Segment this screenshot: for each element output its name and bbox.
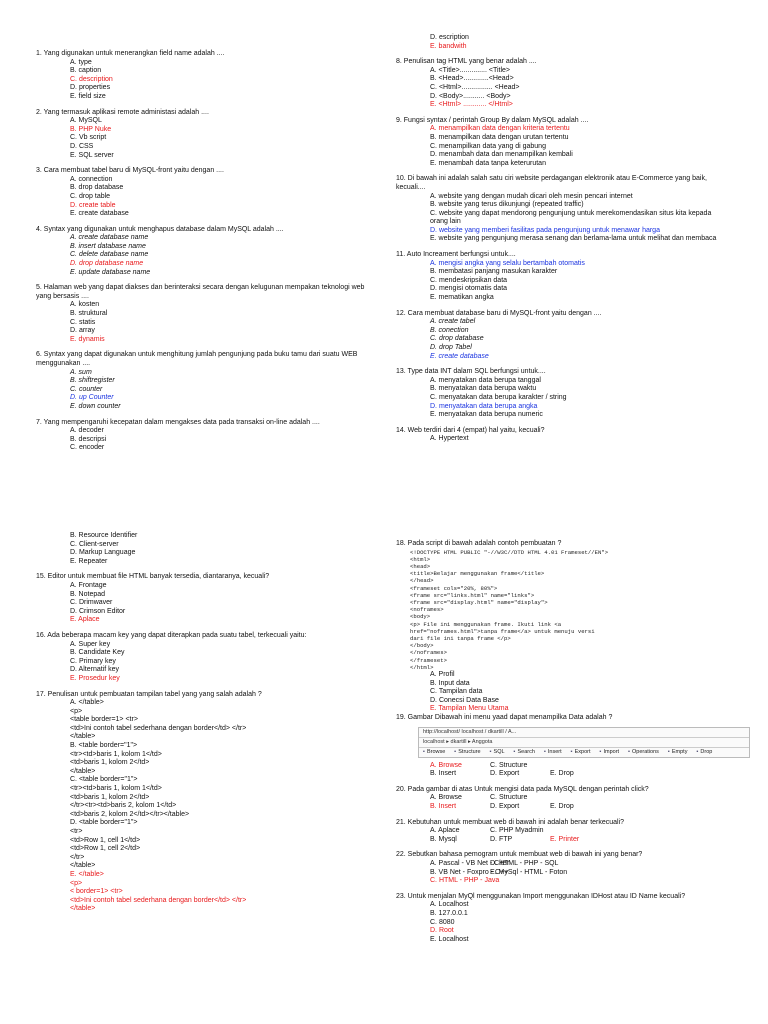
question: [396, 117, 726, 169]
answer-options: [396, 318, 726, 361]
answer-option: C. Structure: [490, 794, 528, 802]
answer-option: B. Mysql: [430, 835, 457, 843]
answer-options: [36, 641, 376, 684]
answer-option: B. drop database: [70, 184, 124, 192]
answer-options: [36, 59, 376, 102]
answer-option: E. MySql - HTML - Foton: [490, 868, 568, 876]
answer-option: [550, 869, 610, 878]
tab-insert: ▪ Insert: [544, 748, 562, 757]
answer-option: <td>baris 2, kolom 2</td></tr></table>: [70, 810, 190, 818]
question: [396, 851, 736, 885]
answer-option: E. bandwith: [430, 42, 467, 50]
answer-option: E. Repeater: [70, 557, 108, 565]
answer-option: <td>baris 1, kolom 2</td>: [70, 759, 150, 767]
tab-sql: ▪ SQL: [490, 748, 505, 757]
question: [36, 109, 376, 161]
answer-option: D. Root: [430, 927, 454, 935]
question: [36, 419, 376, 453]
answer-option: B. <table border="1">: [70, 742, 138, 750]
question: [36, 226, 376, 278]
answer-option: </table>: [70, 767, 96, 775]
html-code-block: <!DOCTYPE HTML PUBLIC "-//W3C//DTD HTML 4.01 Frameset//EN"> <html> <head> <title>Belajar menggunakan frame</title> </head> <frameset cols="20%, 80%"> <frame src="links.html" name="links"> <frame src="display.html" name="display"> <noframes> <body> <p> File ini menggunakan frame. Ikuti link <a href="noframes.html">tanpa frame</a> untuk menuju versi dari file ini tanpa frame </p> </body> </noframes> </frameset> </html>: [410, 548, 609, 671]
answer-option: E. Drop: [550, 802, 574, 810]
question-text: 6. Syntax yang dapat digunakan untuk menghitung jumlah pengunjung pada buku tamu dari suatu WEB menggunakan ....: [36, 351, 358, 367]
answer-option: D. escription: [430, 34, 469, 41]
answer-option: <td>baris 1, kolom 2</td>: [70, 793, 150, 801]
answer-option: D. Conecsi Data Base: [430, 696, 499, 704]
tab-export: ▪ Export: [571, 748, 591, 757]
answer-option: C. <table border="1">: [70, 776, 138, 784]
answer-option: C. counter: [70, 385, 103, 393]
answer-option: </tr>: [70, 853, 85, 861]
answer-option: D. drop Tabel: [430, 344, 472, 351]
left-column-bottom: [36, 532, 376, 914]
answer-option: A. Hypertext: [430, 435, 469, 443]
answer-option: D. HTML - PHP - SQL: [490, 859, 559, 867]
answer-option: D. Crimson Editor: [70, 607, 126, 615]
answer-option: C. <Html>................ <Head>: [430, 83, 520, 91]
question-text: 1. Yang digunakan untuk menerangkan field name adalah ....: [36, 50, 225, 57]
answer-option: E. Tampilan Menu Utama: [430, 705, 509, 713]
answer-option: < border=1> <tr>: [70, 888, 123, 896]
answer-option: E. SQL server: [70, 151, 114, 159]
answer-option: </table>: [70, 733, 96, 741]
answer-option: [550, 794, 610, 803]
question: [36, 573, 376, 625]
question-text: 22. Sebutkan bahasa pemogram untuk membuat web di bawah ini yang benar?: [396, 851, 643, 859]
answer-grid: [396, 827, 736, 844]
answer-option: </table>: [70, 905, 96, 913]
answer-option: A. Browse: [430, 794, 462, 802]
answer-option: C. menampilkan data yang di gabung: [430, 142, 546, 150]
answer-option: B. caption: [70, 67, 102, 75]
question: [36, 50, 376, 102]
answer-option: A. decoder: [70, 427, 104, 435]
question: [396, 427, 726, 444]
answer-option: B. Candidate Key: [70, 649, 125, 657]
answer-option: D. Export: [490, 802, 520, 810]
answer-option: B. 127.0.0.1: [430, 909, 468, 917]
question-text: 2. Yang termasuk aplikasi remote administasi adalah ....: [36, 108, 209, 116]
question-text: 9. Fungsi syntax / perintah Group By dalam MySQL adalah ....: [396, 116, 589, 124]
question: [396, 714, 736, 779]
question-text: 7. Yang mempengaruhi kecepatan dalam mengakses data pada transaksi on-line adalah ....: [36, 418, 320, 426]
answer-option: A. create tabel: [430, 318, 476, 326]
tab-operations: ▪ Operations: [628, 748, 659, 757]
answer-option: E. mematikan angka: [430, 294, 494, 302]
answer-option: <p>: [70, 707, 83, 715]
answer-options: [36, 699, 376, 914]
answer-option: E. down counter: [70, 402, 121, 410]
question-text: 16. Ada beberapa macam key yang dapat diterapkan pada suatu tabel, terkecuali yaitu:: [36, 631, 307, 639]
question-text: 8. Penulisan tag HTML yang benar adalah ....: [396, 58, 537, 66]
answer-option: A. Localhost: [430, 901, 469, 909]
answer-option: B. descripsi: [70, 435, 107, 443]
question: [36, 167, 376, 219]
answer-option: C. 8080: [430, 918, 455, 926]
question-text: 13. Type data INT dalam SQL berfungsi untuk....: [396, 368, 546, 376]
answer-options: [396, 125, 726, 168]
tab-bar: [419, 748, 749, 757]
answer-option: C. PHP Myadmin: [490, 827, 544, 835]
answer-option: C. Structure: [490, 761, 528, 769]
answer-grid: [396, 794, 736, 811]
answer-option: C. delete database name: [70, 251, 149, 259]
question-text: 11. Auto Increament berfungsi untuk....: [396, 251, 516, 259]
answer-option: E. create database: [430, 352, 489, 360]
answer-option: E. Drop: [550, 770, 574, 778]
answer-options: [396, 67, 726, 110]
question-text: 18. Pada script di bawah adalah contoh pembuatan ?: [396, 540, 562, 547]
address-bar: http://localhost/ localhost / dkartill / A...: [419, 728, 749, 738]
answer-options: [36, 234, 376, 277]
answer-option: C. Primary key: [70, 657, 116, 665]
answer-option: </tr><tr><td>baris 2, kolom 1</td>: [70, 802, 177, 810]
left-column-top: [36, 50, 376, 453]
answer-option: B. PHP Nuke: [70, 125, 112, 133]
answer-option: <tr>: [70, 828, 83, 835]
answer-option: C. Client-server: [70, 540, 119, 548]
answer-option: A. Pascal - VB Net - Citer: [430, 859, 509, 867]
answer-option: C. encoder: [70, 444, 105, 452]
question: [396, 310, 726, 362]
answer-option: A. connection: [70, 175, 113, 183]
answer-option: E. Localhost: [430, 935, 469, 943]
answer-option: B. insert database name: [70, 242, 146, 250]
answer-option: B. menyatakan data berupa waktu: [430, 385, 537, 393]
answer-option: C. Drimwaver: [70, 599, 113, 607]
answer-option: A. menampilkan data dengan kriteria tertentu: [430, 125, 570, 133]
answer-options: [36, 117, 376, 160]
answer-option: B. Resource Identifier: [70, 532, 138, 539]
tab-search: ▪ Search: [514, 748, 535, 757]
answer-option: E. field size: [70, 92, 106, 100]
answer-option: E. Prosedur key: [70, 674, 120, 682]
answer-option: E. dynamis: [70, 335, 105, 343]
question: [36, 691, 376, 914]
answer-option: <table border=1> <tr>: [70, 716, 138, 724]
answer-option: D. Markup Language: [70, 549, 136, 557]
question-text: 3. Cara membuat tabel baru di MySQL-front yaitu dengan ....: [36, 167, 224, 175]
answer-options: [396, 671, 736, 714]
answer-option: A. mengisi angka yang selalu bertambah otomatis: [430, 259, 585, 267]
answer-option: B. Notepad: [70, 590, 106, 598]
answer-option: <td>Ini contoh tabel sederhana dengan border</td> </tr>: [70, 724, 247, 732]
answer-option: E. website yang pengunjung merasa senang dan berlama-lama untuk melihat dan membaca: [430, 235, 717, 243]
answer-option: A. Browse: [430, 761, 462, 769]
answer-option: B. shiftregister: [70, 377, 115, 385]
question-text: 20. Pada gambar di atas Untuk mengisi data pada MySQL dengan perintah click?: [396, 785, 649, 793]
answer-option: A. </table>: [70, 699, 104, 707]
answer-option: B. conection: [430, 326, 469, 334]
answer-option: B. Insert: [430, 770, 457, 778]
answer-option: A. kosten: [70, 301, 100, 309]
answer-option: A. create database name: [70, 234, 149, 242]
answer-option: D. up Counter: [70, 394, 114, 402]
answer-option: D. FTP: [490, 835, 513, 843]
answer-option: C. drop database: [430, 335, 484, 343]
answer-option: <td>Ini contoh tabel sederhana dengan border</td> </tr>: [70, 896, 247, 904]
answer-option: D. drop database name: [70, 260, 144, 268]
answer-option: A. Frontage: [70, 581, 107, 589]
answer-option: C. statis: [70, 318, 96, 326]
answer-options: [396, 435, 726, 444]
answer-option: B. website yang terus dikunjungi (repeated traffic): [430, 201, 584, 209]
answer-option: D. Export: [490, 770, 520, 778]
answer-option: E. Aplace: [70, 616, 100, 624]
question: [36, 632, 376, 684]
answer-option: D. array: [70, 327, 95, 335]
answer-option: C. HTML - PHP - Java: [430, 877, 500, 885]
answer-option: E. update database name: [70, 268, 151, 276]
answer-option: E. Printer: [550, 835, 580, 843]
question: [36, 284, 376, 344]
question-text: 10. Di bawah ini adalah salah satu ciri website perdagangan elektronik atau E-Commerce yang baik, kecuali....: [396, 175, 707, 191]
right-column-bottom: [396, 540, 736, 944]
question: [396, 368, 726, 420]
question: [396, 251, 726, 303]
answer-options: [36, 427, 376, 453]
question: [396, 893, 736, 945]
phpmyadmin-screenshot: [418, 727, 750, 758]
answer-options-continued: [396, 34, 726, 51]
breadcrumb: localhost ▸ dkartill ▸ Anggota: [419, 738, 749, 748]
answer-option: D. create table: [70, 201, 116, 209]
answer-option: B. menampilkan data dengan urutan tertentu: [430, 133, 569, 141]
question-text: 4. Syntax yang digunakan untuk menghapus database dalam MySQL adalah ....: [36, 225, 284, 233]
answer-option: [490, 877, 550, 886]
answer-option: C. Tampilan data: [430, 688, 483, 696]
answer-option: E. menambah data tanpa keterurutan: [430, 159, 546, 167]
question: [396, 819, 736, 845]
answer-option: C. drop table: [70, 192, 111, 200]
answer-option: A. <Title>.............. <Title>: [430, 66, 511, 74]
answer-option: E. create database: [70, 210, 129, 218]
answer-option: A. Super key: [70, 640, 111, 648]
question: [396, 175, 726, 244]
answer-option: [550, 762, 610, 771]
question-text: 21. Kebutuhan untuk membuat web di bawah ini adalah benar terkecuali?: [396, 818, 625, 826]
answer-option: C. mendeskripsikan data: [430, 276, 508, 284]
question: [36, 351, 376, 411]
answer-option: D. menyatakan data berupa angka: [430, 402, 538, 410]
answer-option: A. website yang dengan mudah dicari oleh mesin pencari internet: [430, 192, 633, 200]
answer-option: B. Input data: [430, 679, 470, 687]
tab-drop: ▪ Drop: [696, 748, 712, 757]
answer-option: D. Alternatif key: [70, 666, 120, 674]
question-text: 17. Penulisan untuk pembuatan tampilan tabel yang yang salah adalah ?: [36, 690, 262, 698]
question-text: 14. Web terdiri dari 4 (empat) hal yaitu, kecuali?: [396, 426, 545, 434]
answer-option: B. membatasi panjang masukan karakter: [430, 268, 558, 276]
question-text: 5. Halaman web yang dapat diakses dan berinteraksi secara dengan kelugunan mempakan teknologi web yang bersasis ....: [36, 284, 365, 300]
question: [396, 540, 736, 714]
answer-option: B. <Head>.............<Head>: [430, 75, 514, 83]
answer-option: A. menyatakan data berupa tanggal: [430, 376, 541, 384]
answer-options: [36, 176, 376, 219]
answer-option: D. mengisi otomatis data: [430, 285, 508, 293]
answer-grid: [396, 762, 736, 779]
answer-option: B. struktural: [70, 310, 108, 318]
tab-structure: ▪ Structure: [454, 748, 480, 757]
answer-option: C. menyatakan data berupa karakter / string: [430, 393, 567, 401]
answer-options: [396, 901, 736, 944]
answer-option: <tr><td>baris 1, kolom 1</td>: [70, 750, 162, 758]
answer-options: [36, 301, 376, 344]
tab-import: ▪ Import: [600, 748, 620, 757]
answer-option: <p>: [70, 879, 83, 887]
answer-options: [396, 260, 726, 303]
answer-option: E. menyatakan data berupa numeric: [430, 411, 543, 419]
answer-option: A. type: [70, 58, 92, 66]
answer-option: C. Vb script: [70, 134, 107, 142]
answer-options: [36, 582, 376, 625]
answer-grid: [396, 860, 736, 886]
answer-option: A. Aplace: [430, 827, 460, 835]
question-text: 15. Editor untuk membuat file HTML banyak tersedia, diantaranya, kecuali?: [36, 573, 270, 581]
answer-option: D. <table border="1">: [70, 819, 138, 827]
question-text: 12. Cara membuat database baru di MySQL-front yaitu dengan ....: [396, 309, 602, 317]
answer-option: A. sum: [70, 368, 92, 376]
answer-option: D. CSS: [70, 142, 94, 150]
answer-option: C. description: [70, 75, 113, 83]
right-column-top: [396, 34, 726, 444]
question-text: 19. Gambar Dibawah ini menu yaad dapat menampilka Data adalah ?: [396, 714, 613, 722]
answer-option: C. website yang dapat mendorong pengunjung untuk merekomendasikan situs kita kepada orang lain: [430, 209, 712, 226]
answer-options: [36, 369, 376, 412]
question: [396, 58, 726, 110]
answer-option: D. menambah data dan menampilkan kembali: [430, 151, 573, 159]
answer-options: [396, 193, 726, 245]
answer-option: [550, 860, 610, 869]
answer-option: D. <Body>........... <Body>: [430, 92, 511, 100]
answer-option: <td>Row 1, cell 2</td>: [70, 845, 141, 853]
tab-browse: ▪ Browse: [423, 748, 445, 757]
answer-option: A. MySQL: [70, 117, 102, 125]
answer-option: E. <Html> ............ </Html>: [430, 101, 513, 109]
answer-option: </table>: [70, 862, 96, 870]
answer-option: B. VB Net - Foxpro - C++: [430, 868, 509, 876]
tab-empty: ▪ Empty: [668, 748, 688, 757]
answer-options: [396, 377, 726, 420]
answer-option: [550, 877, 610, 886]
answer-option: [550, 827, 610, 836]
question-text: 23. Untuk menjalan MyQl menggunakan Import menggunakan IDHost atau ID Name kecuali?: [396, 892, 686, 900]
answer-option: <tr><td>baris 1, kolom 1</td>: [70, 785, 162, 793]
answer-option: B. Insert: [430, 802, 457, 810]
answer-option: D. properties: [70, 84, 111, 92]
answer-option: <td>Row 1, cell 1</td>: [70, 836, 141, 844]
answer-option: E. </table>: [70, 870, 104, 878]
question: [396, 786, 736, 812]
answer-options-continued: [36, 532, 376, 566]
answer-option: D. website yang memberi fasilitas pada pengunjung untuk menawar harga: [430, 226, 660, 234]
answer-option: A. Profil: [430, 671, 455, 679]
